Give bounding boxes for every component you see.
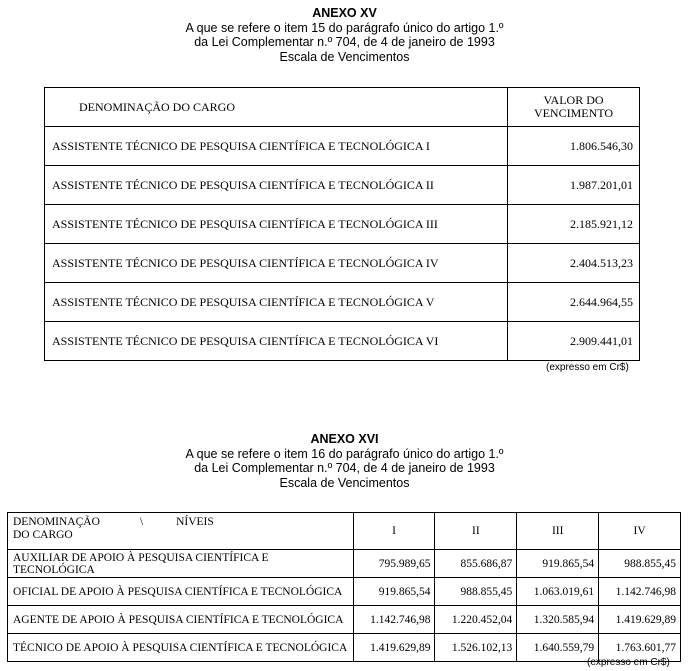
- annex16-line3: Escala de Vencimentos: [279, 475, 410, 490]
- annex15-line1: A que se refere o item 15 do parágrafo único do artigo 1.º: [185, 20, 504, 35]
- annex16-header: [0, 432, 689, 490]
- header-denominacao: DENOMINAÇÃO: [13, 516, 100, 528]
- valor-cell: 2.644.964,55: [508, 283, 640, 322]
- annex16-title: ANEXO XVI: [310, 432, 379, 446]
- value-cell: 1.142.746,98: [353, 606, 435, 634]
- annex16-line2: da Lei Complementar n.º 704, de 4 de janeiro de 1993: [194, 461, 495, 475]
- value-cell: 1.640.559,79: [517, 634, 599, 662]
- cargo-cell: AGENTE DE APOIO À PESQUISA CIENTÍFICA E TECNOLÓGICA: [8, 606, 354, 634]
- annex16-currency-note: (expresso em Cr$): [587, 657, 670, 668]
- table-header-row: [8, 513, 681, 550]
- value-cell: 1.526.102,13: [435, 634, 517, 662]
- annex16-table: [7, 512, 681, 662]
- table-header-row: [45, 88, 640, 127]
- col-header-level: IV: [599, 513, 681, 550]
- col-header-valor-line2: VENCIMENTO: [533, 106, 614, 120]
- valor-cell: 2.909.441,01: [508, 322, 640, 361]
- col-header-level: III: [517, 513, 599, 550]
- table-row: [45, 322, 640, 361]
- value-cell: 1.320.585,94: [517, 606, 599, 634]
- value-cell: 1.220.452,04: [435, 606, 517, 634]
- table-row: [45, 205, 640, 244]
- table-row: [8, 634, 681, 662]
- value-cell: 988.855,45: [599, 550, 681, 578]
- table-row: [8, 578, 681, 606]
- valor-cell: 2.185.921,12: [508, 205, 640, 244]
- value-cell: 1.419.629,89: [599, 606, 681, 634]
- header-separator: \: [139, 516, 144, 528]
- valor-cell: 1.987.201,01: [508, 166, 640, 205]
- cargo-cell: ASSISTENTE TÉCNICO DE PESQUISA CIENTÍFICA E TECNOLÓGICA II: [45, 166, 508, 205]
- header-niveis: NÍVEIS: [176, 516, 214, 528]
- cargo-cell: ASSISTENTE TÉCNICO DE PESQUISA CIENTÍFICA E TECNOLÓGICA III: [45, 205, 508, 244]
- value-cell: 795.989,65: [353, 550, 435, 578]
- col-header-level: I: [353, 513, 435, 550]
- annex15-currency-note: (expresso em Cr$): [546, 362, 629, 373]
- table-row: [45, 166, 640, 205]
- cargo-cell: ASSISTENTE TÉCNICO DE PESQUISA CIENTÍFICA E TECNOLÓGICA V: [45, 283, 508, 322]
- table-row: [45, 244, 640, 283]
- cargo-cell: ASSISTENTE TÉCNICO DE PESQUISA CIENTÍFICA E TECNOLÓGICA VI: [45, 322, 508, 361]
- value-cell: 1.419.629,89: [353, 634, 435, 662]
- annex15-header: [0, 6, 689, 64]
- valor-cell: 2.404.513,23: [508, 244, 640, 283]
- cargo-cell: AUXILIAR DE APOIO À PESQUISA CIENTÍFICA E TECNOLÓGICA: [8, 550, 354, 578]
- table-row: [8, 550, 681, 578]
- cargo-cell: ASSISTENTE TÉCNICO DE PESQUISA CIENTÍFICA E TECNOLÓGICA I: [45, 127, 508, 166]
- annex15-line3: Escala de Vencimentos: [279, 49, 410, 64]
- value-cell: 988.855,45: [435, 578, 517, 606]
- cargo-cell: OFICIAL DE APOIO À PESQUISA CIENTÍFICA E TECNOLÓGICA: [8, 578, 354, 606]
- annex15-title: ANEXO XV: [312, 6, 377, 20]
- col-header-valor: [508, 88, 640, 127]
- valor-cell: 1.806.546,30: [508, 127, 640, 166]
- cargo-cell: TÉCNICO DE APOIO À PESQUISA CIENTÍFICA E TECNOLÓGICA: [8, 634, 354, 662]
- table-row: [45, 283, 640, 322]
- value-cell: 855.686,87: [435, 550, 517, 578]
- value-cell: 919.865,54: [517, 550, 599, 578]
- col-header-cargo-niveis: [8, 513, 354, 550]
- col-header-cargo: DENOMINAÇÃO DO CARGO: [45, 88, 508, 127]
- annex15-line2: da Lei Complementar n.º 704, de 4 de janeiro de 1993: [194, 35, 495, 49]
- header-do-cargo: DO CARGO: [13, 529, 73, 541]
- value-cell: 1.142.746,98: [599, 578, 681, 606]
- cargo-cell: ASSISTENTE TÉCNICO DE PESQUISA CIENTÍFICA E TECNOLÓGICA IV: [45, 244, 508, 283]
- value-cell: 1.063.019,61: [517, 578, 599, 606]
- col-header-valor-line1: VALOR DO: [543, 93, 604, 107]
- table-row: [45, 127, 640, 166]
- table-row: [8, 606, 681, 634]
- value-cell: 1.763.601,77: [599, 634, 681, 662]
- col-header-level: II: [435, 513, 517, 550]
- value-cell: 919.865,54: [353, 578, 435, 606]
- annex15-table: [44, 87, 640, 361]
- annex16-line1: A que se refere o item 16 do parágrafo único do artigo 1.º: [185, 446, 504, 461]
